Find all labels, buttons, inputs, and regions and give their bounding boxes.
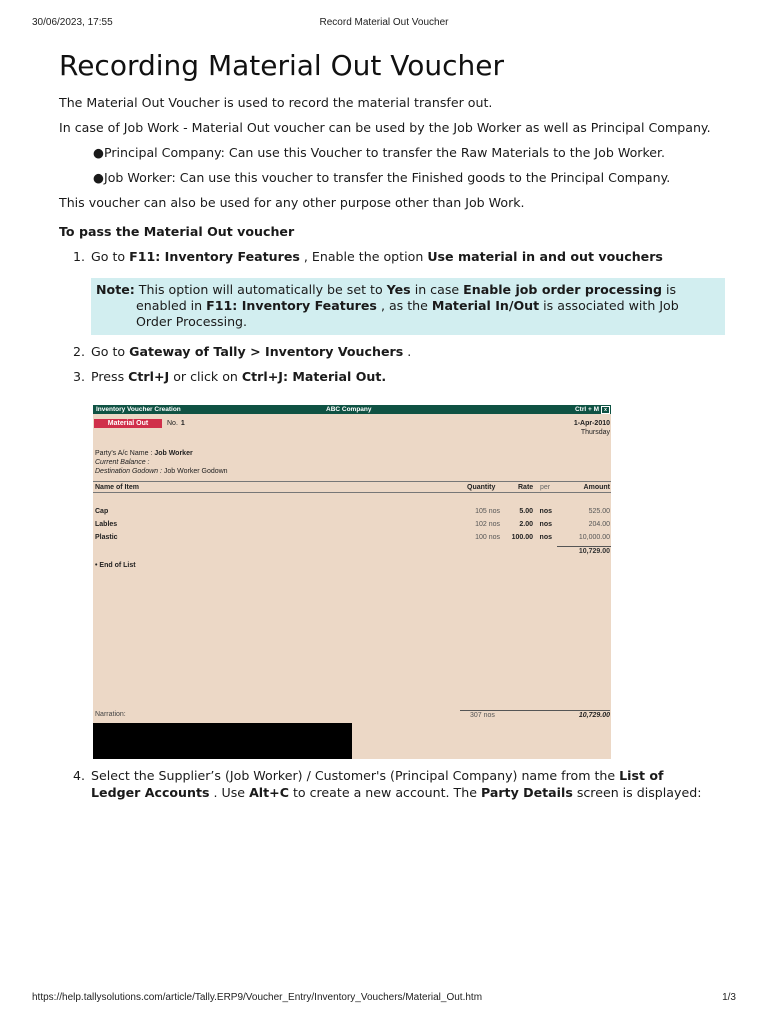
total-line	[460, 710, 610, 711]
shortcut-button-label: Ctrl+J: Material Out.	[241, 369, 387, 384]
godown-name: Job Worker Godown	[163, 468, 228, 475]
print-header	[32, 17, 736, 31]
redacted-area	[93, 723, 352, 759]
divider	[93, 481, 611, 482]
subtotal-line	[557, 546, 611, 547]
voucher-date: 1-Apr-2010	[573, 420, 610, 427]
list-item: ● Principal Company: Can use this Voucher to transfer the Raw Materials to the Job Worker.	[93, 145, 666, 160]
shortcut-key: Ctrl+J	[128, 369, 170, 384]
page-number: 1/3	[722, 992, 736, 1003]
job-work-list	[93, 144, 729, 186]
steps-list-continued	[59, 343, 729, 385]
col-header-qty: Quantity	[467, 484, 496, 491]
company-name: ABC Company	[326, 406, 372, 413]
intro-paragraph: The Material Out Voucher is used to record the material transfer out.	[59, 95, 493, 110]
menu-path-inventory-features: F11: Inventory Features	[129, 249, 300, 264]
narration-label: Narration:	[95, 711, 126, 718]
print-footer	[32, 992, 736, 1006]
list-item: ● Job Worker: Can use this voucher to transfer the Finished goods to the Principal Company.	[93, 170, 671, 185]
col-header-item: Name of Item	[95, 484, 139, 491]
article-content-continued	[59, 767, 729, 801]
source-url: https://help.tallysolutions.com/article/Tally.ERP9/Voucher_Entry/Inventory_Vouchers/Material_Out.htm	[32, 992, 483, 1003]
col-header-amount: Amount	[583, 484, 610, 491]
divider	[93, 492, 611, 493]
job-work-paragraph: In case of Job Work - Material Out voucher can be used by the Job Worker as well as Principal Company.	[59, 120, 711, 135]
step-3: 3. Press Ctrl+J or click on Ctrl+J: Material Out.	[73, 369, 387, 384]
note-box: Note: This option will automatically be set to Yes in case Enable job order processing is enabled in F11: Inventory Features , as the Material In/Out is associated with Job Order Processing.	[91, 278, 725, 335]
voucher-type-badge: Material Out	[94, 419, 162, 428]
other-purpose-paragraph: This voucher can also be used for any other purpose other than Job Work.	[59, 195, 525, 210]
voucher-day: Thursday	[580, 429, 610, 436]
table-row: Cap 105 nos 5.00 nos 525.00	[95, 508, 610, 515]
steps-list-continued-2	[59, 767, 729, 801]
close-icon: x	[601, 406, 610, 414]
col-header-per: per	[540, 484, 551, 491]
table-row: Lables 102 nos 2.00 nos 204.00	[95, 521, 610, 528]
menu-path-gateway: Gateway of Tally > Inventory Vouchers	[129, 344, 404, 359]
shortcut-key: Alt+C	[249, 785, 289, 800]
party-details: Party's A/c Name : Job Worker Current Balance : Destination Godown : Job Worker Godown	[95, 450, 228, 475]
article-content	[59, 46, 729, 385]
step-1: 1. Go to F11: Inventory Features , Enable the option Use material in and out vouchers	[73, 249, 663, 264]
step-2: 2. Go to Gateway of Tally > Inventory Vouchers .	[73, 344, 412, 359]
party-name: Job Worker	[154, 450, 193, 457]
shortcut-label: Ctrl + M	[574, 406, 599, 413]
step-4: 4. Select the Supplier’s (Job Worker) / Customer's (Principal Company) name from the List of Ledger Accounts . Use Alt+C to create a new account. The Party Details screen is displayed:	[73, 768, 702, 800]
print-page-title: Record Material Out Voucher	[319, 17, 449, 28]
col-header-rate: Rate	[518, 484, 534, 491]
page-title: Recording Material Out Voucher	[59, 49, 504, 82]
total-quantity: 307 nos	[470, 712, 495, 719]
end-of-list: • End of List	[95, 562, 136, 569]
section-heading: To pass the Material Out voucher	[59, 224, 295, 239]
tally-title-bar: Inventory Voucher Creation ABC Company Ctrl + M x	[93, 405, 611, 414]
total-amount: 10,729.00	[578, 712, 610, 719]
steps-list	[59, 248, 729, 265]
bullet-icon: ●	[93, 170, 104, 185]
bullet-icon: ●	[93, 145, 104, 160]
table-row: Plastic 100 nos 100.00 nos 10,000.00	[95, 534, 610, 541]
print-datetime: 30/06/2023, 17:55	[32, 17, 113, 28]
option-name: Use material in and out vouchers	[427, 249, 663, 264]
voucher-number: No. 1	[167, 420, 185, 427]
note-label: Note:	[96, 282, 135, 297]
tally-screenshot	[93, 405, 611, 759]
subtotal-amount: 10,729.00	[578, 548, 610, 555]
